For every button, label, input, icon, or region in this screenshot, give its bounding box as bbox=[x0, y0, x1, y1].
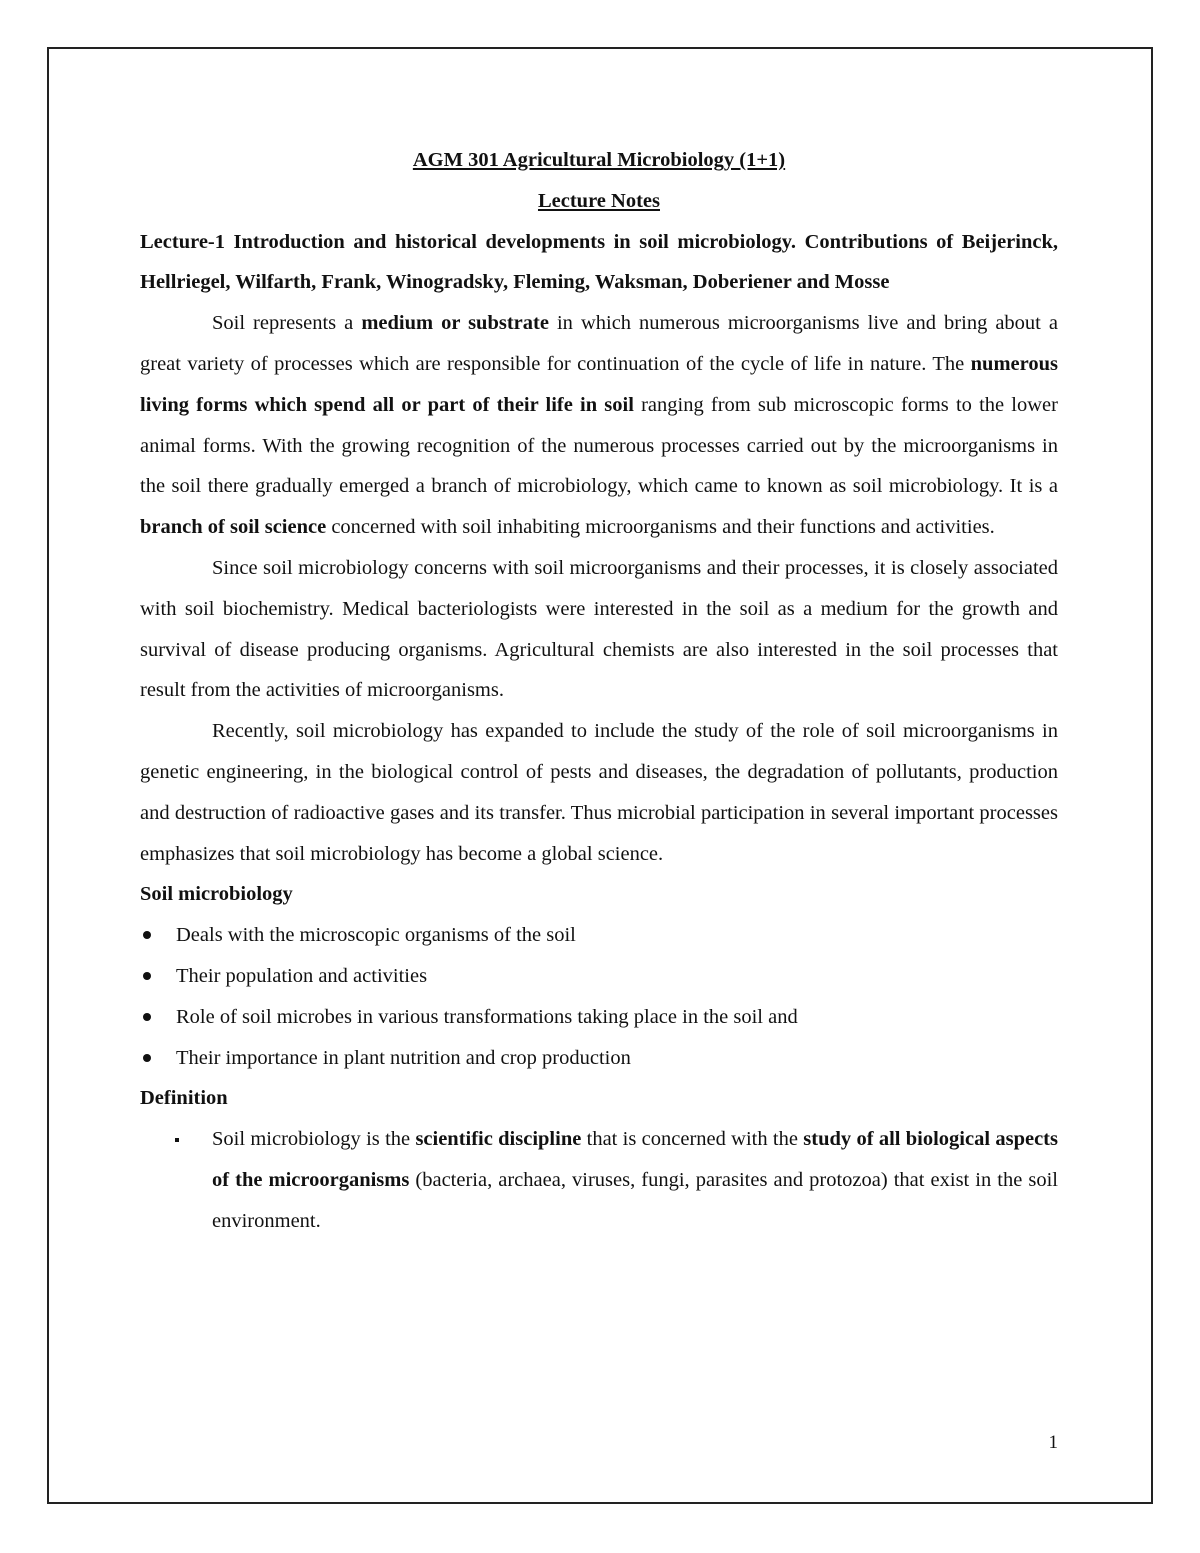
paragraph-1 bbox=[140, 303, 1058, 548]
para1-text-4: concerned with soil inhabiting microorganisms and their functions and activities. bbox=[326, 516, 995, 539]
lecture-heading: Lecture-1 Introduction and historical developments in soil microbiology. Contributions of Beijerinck, Hellriegel, Wilfarth, Frank, Winogradsky, Fleming, Waksman, Doberiener and Mosse bbox=[140, 230, 1058, 294]
list-item: Their importance in plant nutrition and crop production bbox=[140, 1038, 1058, 1079]
section-title-soil-microbiology: Soil microbiology bbox=[140, 883, 293, 906]
list-item: Their population and activities bbox=[140, 956, 1058, 997]
definition-bold-2: study of all biological aspects of the microorganisms bbox=[212, 1128, 1058, 1191]
para1-text-1: Soil represents a bbox=[212, 312, 362, 335]
document-title: AGM 301 Agricultural Microbiology (1+1) bbox=[412, 149, 786, 171]
definition-text-2: that is concerned with the bbox=[581, 1128, 804, 1151]
bullet-list bbox=[140, 915, 1058, 1078]
definition-text-1: Soil microbiology is the bbox=[212, 1128, 416, 1151]
para1-text-3: ranging from sub microscopic forms to the lower animal forms. With the growing recognition of the numerous processes carried out by the microorganisms in the soil there gradually emerged a branch of microbiology, which came to known as soil microbiology. It is a bbox=[140, 393, 1058, 498]
definition-list bbox=[140, 1119, 1058, 1241]
definition-text-3: (bacteria, archaea, viruses, fungi, parasites and protozoa) that exist in the soil environment. bbox=[212, 1168, 1059, 1232]
document-body bbox=[140, 140, 1058, 1242]
paragraph-3: Recently, soil microbiology has expanded to include the study of the role of soil microorganisms in genetic engineering, in the biological control of pests and diseases, the degradation of pollutants, production and destruction of radioactive gases and its transfer. Thus microbial participation in several important processes emphasizes that soil microbiology has become a global science. bbox=[140, 720, 1058, 865]
definition-bold-1: scientific discipline bbox=[415, 1128, 582, 1151]
para1-bold-1: medium or substrate bbox=[361, 312, 549, 335]
definition-item bbox=[140, 1119, 1058, 1241]
section-title-definition: Definition bbox=[140, 1087, 228, 1110]
page-number: 1 bbox=[1048, 1432, 1058, 1453]
document-subtitle: Lecture Notes bbox=[537, 189, 660, 212]
para1-text-2: in which numerous microorganisms live and bring about a great variety of processes which are responsible for continuation of the cycle of life in nature. The bbox=[140, 312, 1059, 375]
list-item: Role of soil microbes in various transformations taking place in the soil and bbox=[140, 997, 1058, 1038]
para1-bold-2: numerous living forms which spend all or part of their life in soil bbox=[140, 352, 1058, 416]
paragraph-2: Since soil microbiology concerns with soil microorganisms and their processes, it is closely associated with soil biochemistry. Medical bacteriologists were interested in the soil as a medium for the growth and survival of disease producing organisms. Agricultural chemists are also interested in the soil processes that result from the activities of microorganisms. bbox=[140, 556, 1058, 702]
para1-bold-3: branch of soil science bbox=[140, 516, 327, 539]
list-item: Deals with the microscopic organisms of the soil bbox=[140, 915, 1058, 956]
